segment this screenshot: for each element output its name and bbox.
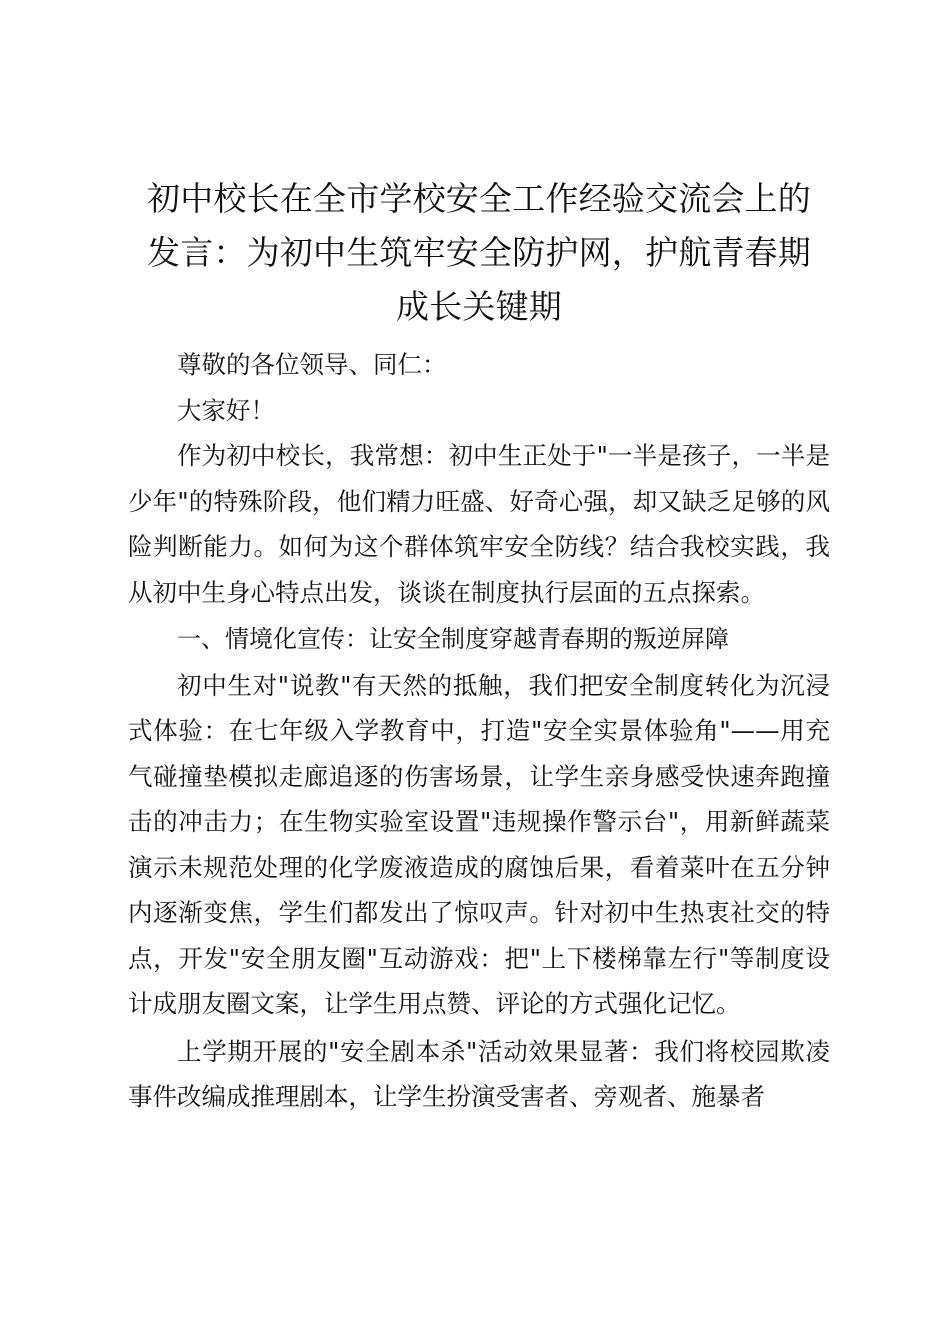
intro-paragraph: 作为初中校长，我常想：初中生正处于"一半是孩子，一半是少年"的特殊阶段，他们精力旺盛、好奇心强，却又缺乏足够的风险判断能力。如何为这个群体筑牢安全防线？结合我校实践，我从初中生身心特点出发，谈谈在制度执行层面的五点探索。: [128, 441, 830, 607]
section-1-paragraph-1: 初中生对"说教"有天然的抵触，我们把安全制度转化为沉浸式体验：在七年级入学教育中，打造"安全实景体验角"——用充气碰撞垫模拟走廊追逐的伤害场景，让学生亲身感受快速奔跑撞击的冲击力；在生物实验室设置"违规操作警示台"，用新鲜蔬菜演示未规范处理的化学废液造成的腐蚀后果，看着菜叶在五分钟内逐渐变焦，学生们都发出了惊叹声。针对初中生热衷社交的特点，开发"安全朋友圈"互动游戏：把"上下楼梯靠左行"等制度设计成朋友圈文案，让学生用点赞、评论的方式强化记忆。: [128, 670, 830, 1018]
section-heading-1: 一、情境化宣传：让安全制度穿越青春期的叛逆屏障: [177, 625, 729, 653]
document-body: [128, 342, 830, 1120]
greeting: 大家好！: [177, 395, 275, 425]
title-line-1: 初中校长在全市学校安全工作经验交流会上的: [147, 179, 811, 218]
section-1-paragraph-2: 上学期开展的"安全剧本杀"活动效果显著：我们将校园欺凌事件改编成推理剧本，让学生扮演受害者、旁观者、施暴者: [128, 1036, 830, 1111]
document-page: [128, 172, 830, 1120]
document-title: [128, 172, 830, 334]
title-line-3: 成长关键期: [396, 287, 562, 326]
salutation: 尊敬的各位领导、同仁：: [177, 350, 447, 379]
title-line-2: 发言：为初中生筑牢安全防护网，护航青春期: [147, 233, 811, 272]
